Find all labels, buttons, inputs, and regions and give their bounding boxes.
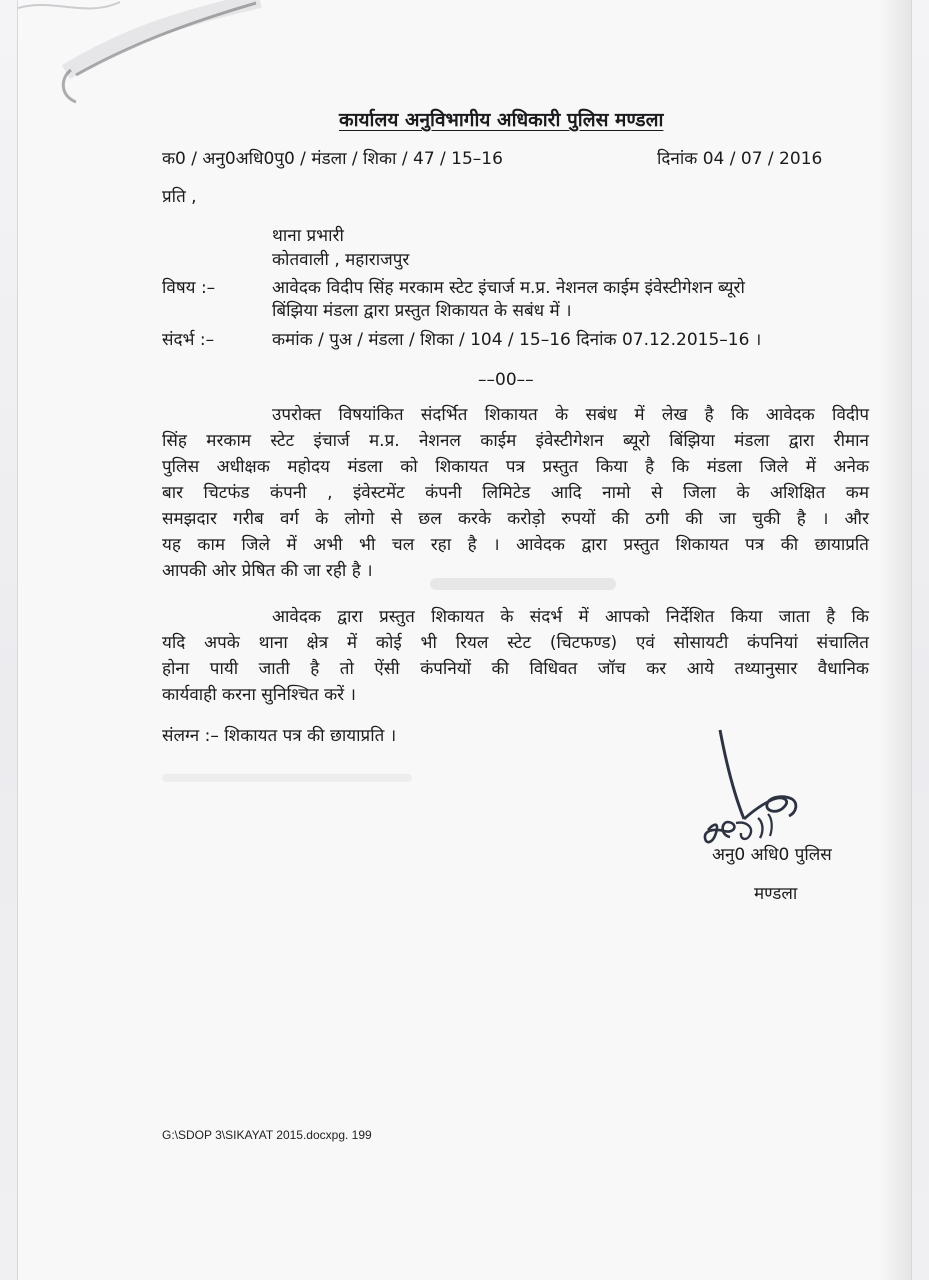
paragraph-1-line: पुलिस अधीक्षक महोदय मंडला को शिकायत पत्र प्रस्तुत किया है कि मंडला जिले में अनेक [162, 457, 869, 477]
subject-line-1: आवेदक विदीप सिंह मरकाम स्टेट इंचार्ज म.प्र. नेशनल काईम इंवेस्टीगेशन ब्यूरो [272, 278, 745, 298]
signatory-designation: अनु0 अधि0 पुलिस [712, 845, 832, 865]
paragraph-1-line: समझदार गरीब वर्ग के लोगो से छल करके करोड़ो रुपयों की ठगी की जा चुकी है । और [162, 509, 869, 529]
body-paragraph-1 [162, 402, 869, 584]
letter-page [18, 0, 911, 1280]
section-separator: ––00–– [478, 370, 534, 390]
enclosure-note: संलग्न :– शिकायत पत्र की छायाप्रति । [162, 726, 397, 746]
recipient-line-1: थाना प्रभारी [272, 226, 344, 246]
paragraph-1-line: सिंह मरकाम स्टेट इंचार्ज म.प्र. नेशनल काईम इंवेस्टीगेशन ब्यूरो बिंझिया मंडला द्वारा रीमान [162, 431, 869, 451]
signature-mark [698, 727, 848, 847]
recipient-line-2: कोतवाली , महाराजपुर [272, 250, 410, 270]
reference-text: कमांक / पुअ / मंडला / शिका / 104 / 15–16 दिनांक 07.12.2015–16 । [272, 330, 762, 350]
paragraph-1-line: बार चिटफंड कंपनी , इंवेस्टमेंट कंपनी लिमिटेड आदि नामो से जिला के अशिक्षित कम [162, 483, 869, 503]
subject-label: विषय :– [162, 278, 216, 298]
subject-line-2: बिंझिया मंडला द्वारा प्रस्तुत शिकायत के सबंध में । [272, 301, 572, 321]
paragraph-2-line: यदि अपके थाना क्षेत्र में कोई भी रियल स्टेट (चिटफण्ड) एवं सोसायटी कंपनियां संचालित [162, 633, 869, 653]
paper-clip-mark-icon [18, 0, 278, 120]
document-file-path: G:\SDOP 3\SIKAYAT 2015.docxpg. 199 [162, 1128, 372, 1142]
office-heading: कार्यालय अनुविभागीय अधिकारी पुलिस मण्डला [339, 109, 664, 131]
background-faint-line [162, 770, 412, 786]
paragraph-2-line: कार्यवाही करना सुनिश्चित करें । [162, 685, 356, 705]
letter-date: दिनांक 04 / 07 / 2016 [657, 149, 823, 169]
letter-reference-number: क0 / अनु0अधि0पु0 / मंडला / शिका / 47 / 15–16 [162, 149, 503, 169]
signatory-place: मण्डला [754, 884, 798, 904]
paragraph-2-line: आवेदक द्वारा प्रस्तुत शिकायत के संदर्भ में आपको निर्देशित किया जाता है कि [272, 607, 869, 627]
paragraph-1-line: यह काम जिले में अभी भी चल रहा है । आवेदक द्वारा प्रस्तुत शिकायत पत्र की छायाप्रति [162, 535, 869, 555]
paragraph-1-line: आपकी ओर प्रेषित की जा रही है । [162, 561, 373, 581]
to-label: प्रति , [162, 187, 197, 207]
paragraph-2-line: होना पायी जाती है तो ऐंसी कंपनियों की विधिवत जॉच कर आये तथ्यानुसार वैधानिक [162, 659, 869, 679]
paragraph-1-line: उपरोक्त विषयांकित संदर्भित शिकायत के सबंध में लेख है कि आवेदक विदीप [272, 405, 869, 425]
page-edge-shadow [879, 0, 911, 1280]
reference-label: संदर्भ :– [162, 330, 215, 350]
body-paragraph-2 [162, 604, 869, 708]
